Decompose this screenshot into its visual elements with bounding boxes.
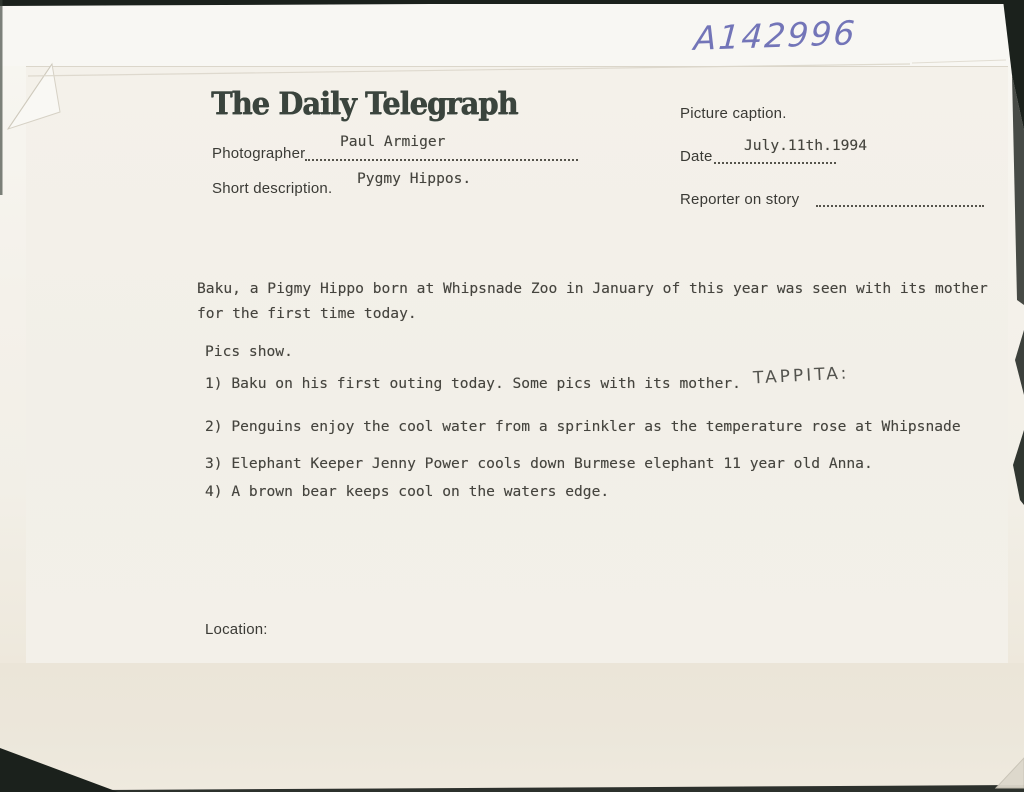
photographer-value: Paul Armiger xyxy=(340,133,446,150)
backing-paper-top xyxy=(0,0,1024,66)
photographer-label: Photographer xyxy=(212,145,306,162)
handwritten-note: TAPPITA: xyxy=(752,363,850,389)
short-description-label: Short description. xyxy=(212,180,333,197)
newspaper-masthead: The Daily Telegraph xyxy=(211,86,518,122)
caption-item-1: 1) Baku on his first outing today. Some pics with its mother. xyxy=(205,375,741,392)
location-label: Location: xyxy=(205,621,268,638)
date-value: July.11th.1994 xyxy=(744,137,868,154)
backing-paper-bottom xyxy=(0,663,1024,792)
short-description-value: Pygmy Hippos. xyxy=(357,170,472,187)
caption-item-2: 2) Penguins enjoy the cool water from a sprinkler as the temperature rose at Whipsnade xyxy=(205,418,961,435)
picture-caption-label: Picture caption. xyxy=(680,105,787,122)
reporter-label: Reporter on story xyxy=(680,191,800,208)
handwritten-photo-id: A142996 xyxy=(692,13,858,58)
caption-item-4: 4) A brown bear keeps cool on the waters edge. xyxy=(205,483,610,500)
reporter-dotted-line xyxy=(816,193,984,207)
caption-item-3: 3) Elephant Keeper Jenny Power cools down Burmese elephant 11 year old Anna. xyxy=(205,455,873,472)
caption-paragraph: Baku, a Pigmy Hippo born at Whipsnade Zoo in January of this year was seen with its mother for the first time today. xyxy=(197,280,988,322)
pics-show-heading: Pics show. xyxy=(205,343,293,360)
date-label: Date xyxy=(680,148,713,165)
